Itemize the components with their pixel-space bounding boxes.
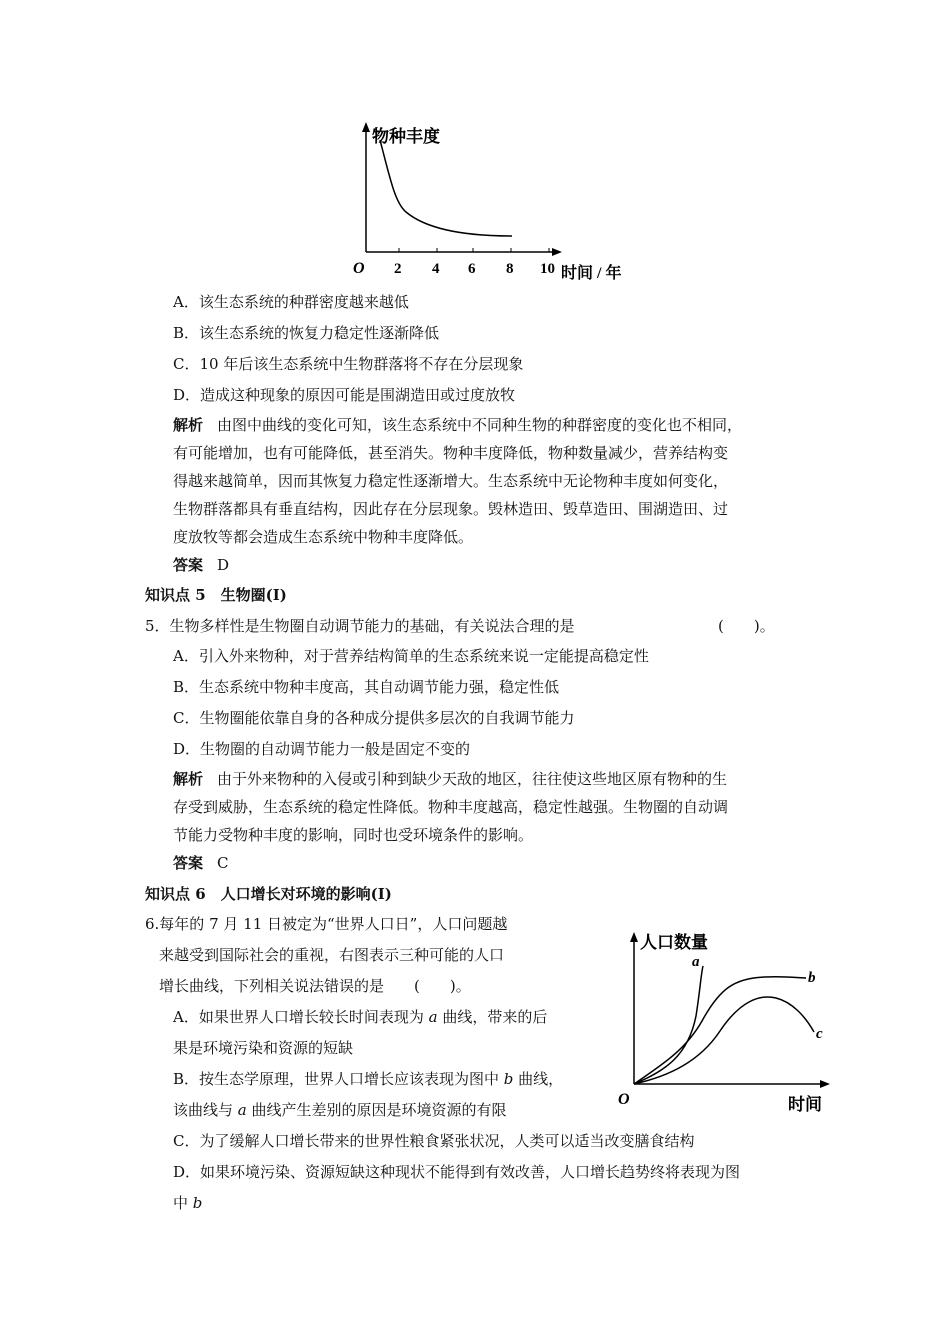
q6-option-d: D．如果环境污染、资源短缺这种现状不能得到有效改善，人口增长趋势终将表现为图 xyxy=(173,1163,741,1181)
chart1-tick-label: 10 xyxy=(540,261,555,277)
q4-option-c: C．10 年后该生态系统中生物群落将不存在分层现象 xyxy=(173,355,524,373)
var-a: a xyxy=(428,1008,438,1026)
q5-stem: 5．生物多样性是生物圈自动调节能力的基础，有关说法合理的是 xyxy=(145,617,575,635)
q5-analysis-text: 由于外来物种的入侵或引种到缺少天敌的地区，往往使这些地区原有物种的生 xyxy=(217,770,728,788)
chart1-tick-label: 6 xyxy=(468,261,476,277)
q4-answer-value: D xyxy=(217,556,230,574)
q4-analysis-text: 由图中曲线的变化可知，该生态系统中不同种生物的种群密度的变化也不相同， xyxy=(217,416,743,434)
curve-c-label: c xyxy=(816,1026,823,1042)
knowledge-point-6-title: 知识点 6 人口增长对环境的影响(Ⅰ) xyxy=(145,885,392,903)
curve-a xyxy=(634,966,703,1084)
q4-analysis-line: 得越来越简单，因而其恢复力稳定性逐渐增大。生态系统中无论物种丰度如何变化， xyxy=(173,472,729,490)
q4-option-d: D．造成这种现象的原因可能是围湖造田或过度放牧 xyxy=(173,386,516,404)
q4-analysis-line: 度放牧等都会造成生态系统中物种丰度降低。 xyxy=(173,528,474,546)
q4-answer-label: 答案 xyxy=(173,556,204,574)
chart1-y-label: 物种丰度 xyxy=(372,127,440,146)
q5-analysis-label: 解析 xyxy=(173,770,204,788)
q5-option-c: C．生物圈能依靠自身的各种成分提供多层次的自我调节能力 xyxy=(173,709,575,727)
q5-answer-value: C xyxy=(217,854,229,872)
chart1-y-arrow xyxy=(362,122,370,132)
species-abundance-chart xyxy=(340,118,640,284)
q4-analysis-label: 解析 xyxy=(173,416,204,434)
chart2-x-arrow xyxy=(820,1080,830,1088)
q5-option-b: B．生态系统中物种丰度高，其自动调节能力强，稳定性低 xyxy=(173,678,560,696)
q6-option-c: C．为了缓解人口增长带来的世界性粮食紧张状况，人类可以适当改变膳食结构 xyxy=(173,1132,695,1150)
q4-answer xyxy=(173,555,229,575)
q6-option-a-cont: 果是环境污染和资源的短缺 xyxy=(173,1039,354,1057)
q5-blank: ( )。 xyxy=(718,617,775,635)
q6-stem-line: 6.每年的 7 月 11 日被定为“世界人口日”，人口问题越 xyxy=(145,915,508,933)
q5-analysis-line: 存受到威胁，生态系统的稳定性降低。物种丰度越高，稳定性越强。生物圈的自动调 xyxy=(173,798,729,816)
chart2-y-arrow xyxy=(630,932,638,942)
curve-a-label: a xyxy=(692,954,700,970)
q5-answer xyxy=(173,853,229,873)
q6-option-d-cont: 中 b xyxy=(173,1194,203,1212)
q6-option-b: B．按生态学原理，世界人口增长应该表现为图中 b 曲线， xyxy=(173,1070,564,1088)
chart1-tick-label: 4 xyxy=(432,261,440,277)
q5-answer-label: 答案 xyxy=(173,854,204,872)
chart1-x-label: 时间 / 年 xyxy=(561,265,622,282)
chart1-abundance-curve xyxy=(380,140,512,236)
q4-option-a: A．该生态系统的种群密度越来越低 xyxy=(173,293,409,311)
q6-option-b-cont: 该曲线与 a 曲线产生差别的原因是环境资源的有限 xyxy=(173,1101,507,1119)
population-growth-chart xyxy=(610,926,840,1118)
q4-option-b: B．该生态系统的恢复力稳定性逐渐降低 xyxy=(173,324,440,342)
q6-stem-line: 增长曲线，下列相关说法错误的是 ( )。 xyxy=(159,977,471,995)
q4-analysis-line: 生物群落都具有垂直结构，因此存在分层现象。毁林造田、毁草造田、围湖造田、过 xyxy=(173,500,729,518)
q5-option-a: A．引入外来物种，对于营养结构简单的生态系统来说一定能提高稳定性 xyxy=(173,647,649,665)
q4-analysis-line: 有可能增加，也有可能降低，甚至消失。物种丰度降低，物种数量减少，营养结构变 xyxy=(173,444,729,462)
var-a: a xyxy=(237,1101,247,1119)
var-b: b xyxy=(192,1194,203,1212)
chart2-y-label: 人口数量 xyxy=(640,933,708,952)
chart1-tick-label: 8 xyxy=(506,261,514,277)
q5-analysis-line: 节能力受物种丰度的影响，同时也受环境条件的影响。 xyxy=(173,826,534,844)
var-b: b xyxy=(503,1070,514,1088)
chart1-tick-label: 2 xyxy=(394,261,402,277)
chart2-origin: O xyxy=(618,1091,630,1108)
q6-stem-line: 来越受到国际社会的重视，右图表示三种可能的人口 xyxy=(159,946,505,964)
q5-option-d: D．生物圈的自动调节能力一般是固定不变的 xyxy=(173,740,471,758)
q6-option-a: A．如果世界人口增长较长时间表现为 a 曲线，带来的后 xyxy=(173,1008,548,1026)
chart1-origin: O xyxy=(353,260,365,277)
q4-analysis-line xyxy=(173,415,742,435)
chart1-x-arrow xyxy=(552,248,562,256)
q5-analysis-line xyxy=(173,769,727,789)
curve-b-label: b xyxy=(808,970,816,986)
knowledge-point-5-title: 知识点 5 生物圈(Ⅰ) xyxy=(145,586,287,604)
chart2-x-label: 时间 xyxy=(788,1095,822,1114)
